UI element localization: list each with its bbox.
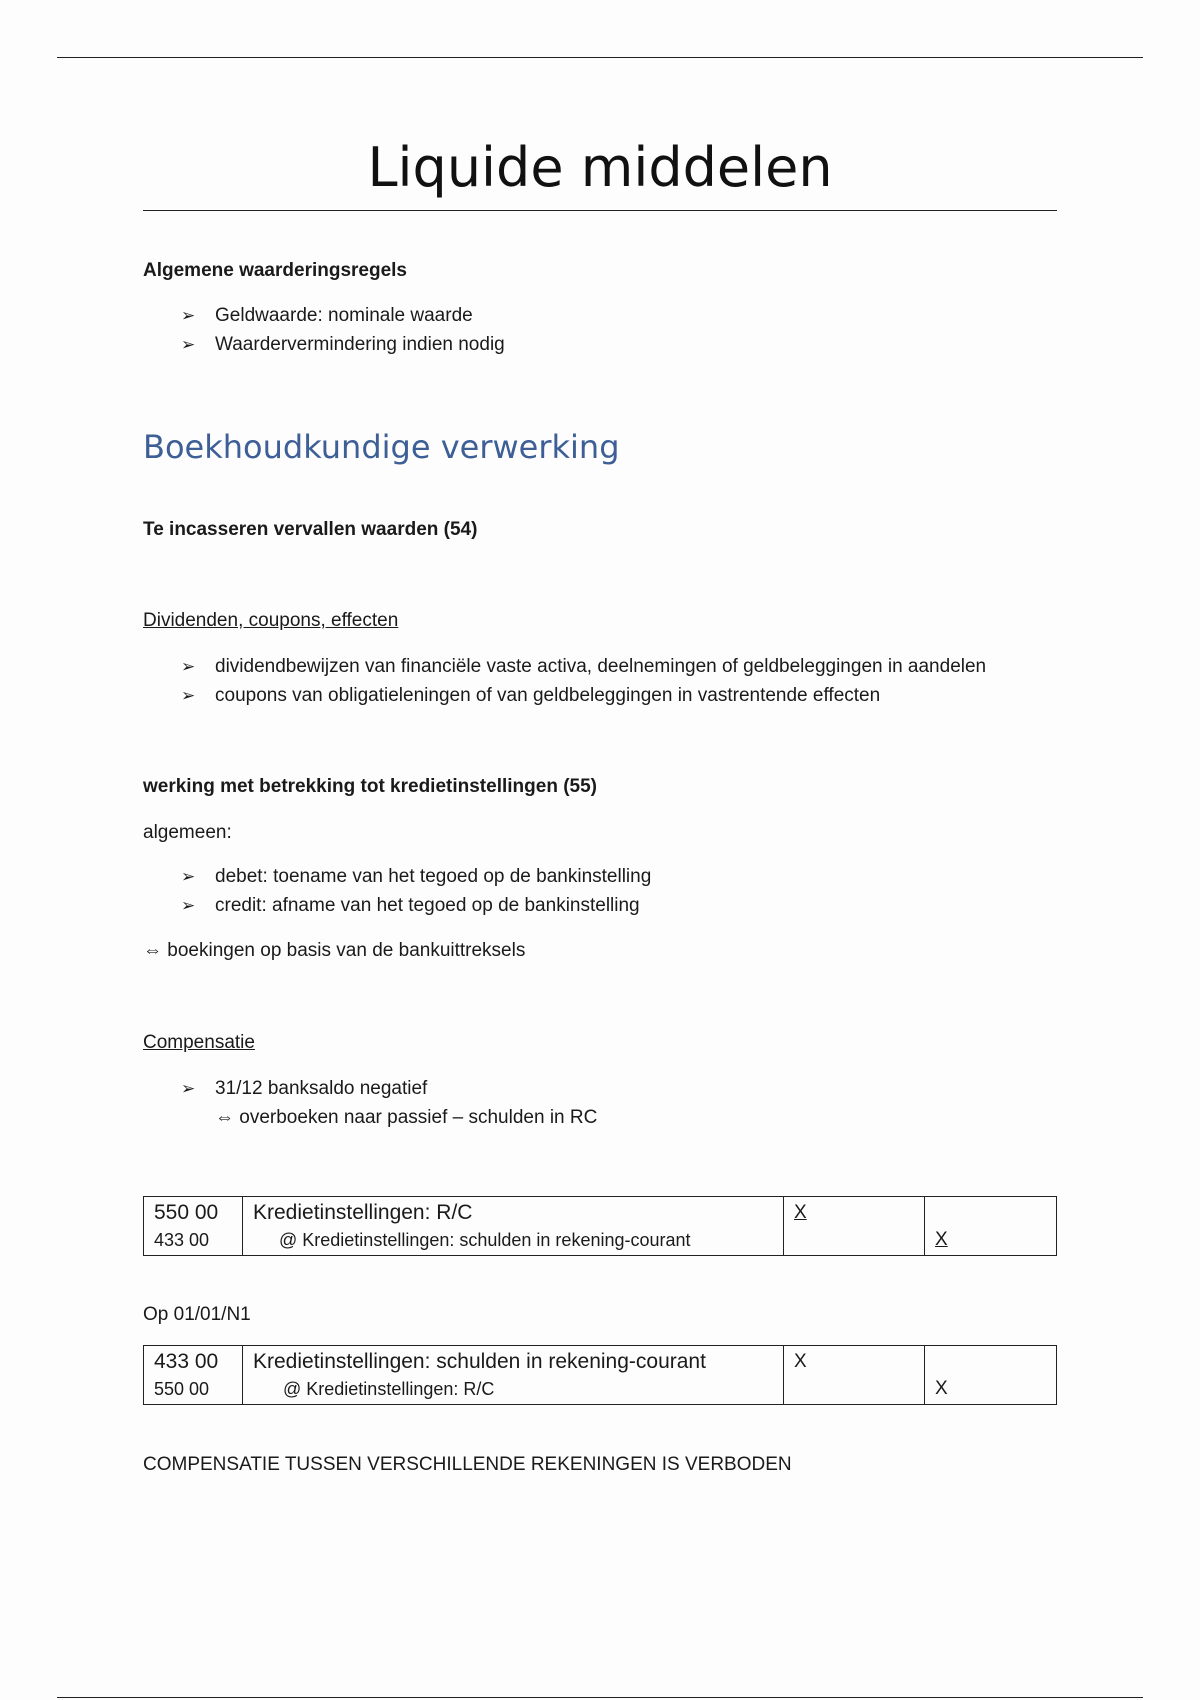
list-item: ➢ Waardervermindering indien nodig — [143, 330, 1057, 359]
table-row — [144, 1197, 1057, 1256]
debit-cell: X — [784, 1346, 925, 1405]
arrow-bullet-icon: ➢ — [181, 657, 196, 676]
account-codes-cell: 433 00 550 00 — [144, 1346, 243, 1405]
table-row — [144, 1346, 1057, 1405]
page-top-rule — [57, 57, 1143, 58]
list-item: ➢ credit: afname van het tegoed op de bankinstelling — [143, 891, 1057, 920]
credit-cell: X — [925, 1197, 1057, 1256]
krediet-heading: werking met betrekking tot kredietinstellingen (55) — [143, 776, 597, 797]
footer-note: COMPENSATIE TUSSEN VERSCHILLENDE REKENINGEN IS VERBODEN — [143, 1454, 792, 1475]
arrow-bullet-icon: ➢ — [181, 896, 196, 915]
debit-cell: X — [784, 1197, 925, 1256]
waarderingsregels-list — [143, 301, 1057, 359]
credit-cell: X — [925, 1346, 1057, 1405]
compensatie-sub: ⇔ overboeken naar passief – schulden in RC — [215, 1107, 598, 1128]
compensatie-list — [143, 1074, 1057, 1103]
list-item: ➢ debet: toename van het tegoed op de bankinstelling — [143, 862, 1057, 891]
vervallen-heading: Te incasseren vervallen waarden (54) — [143, 519, 478, 540]
arrow-bullet-icon: ➢ — [181, 867, 196, 886]
page-bottom-rule — [57, 1697, 1143, 1698]
compensatie-heading: Compensatie — [143, 1032, 255, 1053]
double-arrow-icon: ⇔ — [143, 940, 162, 961]
account-codes-cell: 550 00 433 00 — [144, 1197, 243, 1256]
list-item: ➢ Geldwaarde: nominale waarde — [143, 301, 1057, 330]
waarderingsregels-heading: Algemene waarderingsregels — [143, 260, 407, 281]
arrow-bullet-icon: ➢ — [181, 1079, 196, 1098]
title-underline — [143, 210, 1057, 211]
list-item: ➢ 31/12 banksaldo negatief — [143, 1074, 1057, 1103]
account-names-cell: Kredietinstellingen: schulden in rekening-courant @ Kredietinstellingen: R/C — [243, 1346, 784, 1405]
arrow-bullet-icon: ➢ — [181, 306, 196, 325]
krediet-list — [143, 862, 1057, 920]
date-label: Op 01/01/N1 — [143, 1304, 251, 1325]
vervallen-subheading: Dividenden, coupons, effecten — [143, 610, 399, 631]
vervallen-list — [143, 652, 1057, 710]
list-item: ➢ coupons van obligatieleningen of van geldbeleggingen in vastrentende effecten — [143, 681, 1057, 710]
double-arrow-icon: ⇔ — [215, 1107, 234, 1128]
account-names-cell: Kredietinstellingen: R/C @ Kredietinstellingen: schulden in rekening-courant — [243, 1197, 784, 1256]
krediet-intro: algemeen: — [143, 822, 232, 843]
journal-entry-table-2 — [143, 1345, 1057, 1405]
journal-entry-table-1 — [143, 1196, 1057, 1256]
list-item: ➢ dividendbewijzen van financiële vaste activa, deelnemingen of geldbeleggingen in aandelen — [143, 652, 1057, 681]
krediet-note: ⇔ boekingen op basis van de bankuittreksels — [143, 940, 526, 961]
arrow-bullet-icon: ➢ — [181, 686, 196, 705]
section-heading: Boekhoudkundige verwerking — [143, 428, 620, 466]
page-title: Liquide middelen — [367, 136, 833, 199]
arrow-bullet-icon: ➢ — [181, 335, 196, 354]
